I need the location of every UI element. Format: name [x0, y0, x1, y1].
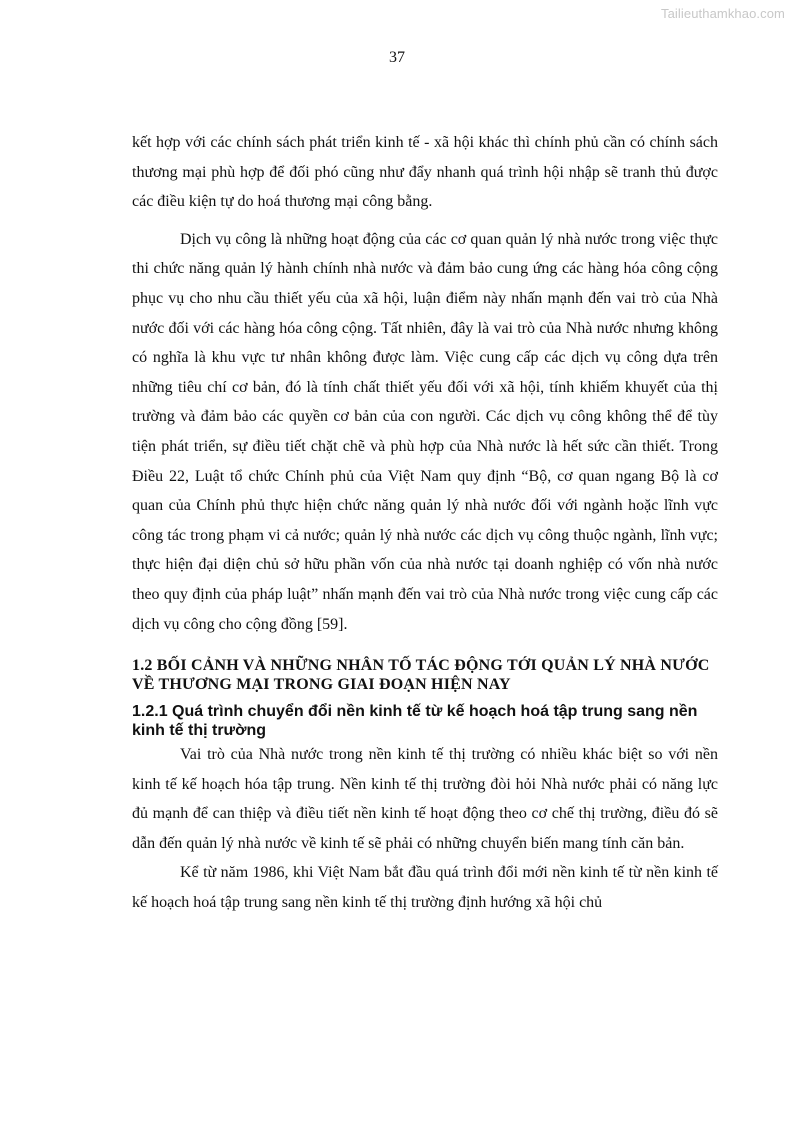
subsection-heading: 1.2.1 Quá trình chuyển đổi nền kinh tế từ kế hoạch hoá tập trung sang nền kinh tế thị trường: [132, 703, 698, 740]
page-number: 37: [389, 49, 405, 66]
paragraph-continuation: kết hợp với các chính sách phát triển kinh tế - xã hội khác thì chính phủ cần có chính sách thương mại phù hợp để đối phó cũng như đẩy nhanh quá trình hội nhập sẽ tranh thủ được các điều kiện tự do hoá thương mại công bằng.: [132, 134, 718, 211]
paragraph-state-role: Vai trò của Nhà nước trong nền kinh tế thị trường có nhiều khác biệt so với nền kinh tế kế hoạch hóa tập trung. Nền kinh tế thị trường đòi hỏi Nhà nước phải có năng lực đủ mạnh để can thiệp và điều tiết nền kinh tế hoạt động theo cơ chế thị trường, điều đó sẽ dẫn đến quản lý nhà nước về kinh tế sẽ phải có những chuyển biến mang tính căn bản.: [132, 746, 718, 852]
document-body: [132, 128, 718, 918]
paragraph-public-services: Dịch vụ công là những hoạt động của các cơ quan quản lý nhà nước trong việc thực thi chức năng quản lý hành chính nhà nước và đảm bảo cung ứng các hàng hóa công cộng phục vụ cho nhu cầu thiết yếu của xã hội, luận điểm này nhấn mạnh đến vai trò của Nhà nước đối với các hàng hóa công cộng. Tất nhiên, đây là vai trò của Nhà nước nhưng không có nghĩa là khu vực tư nhân không được làm. Việc cung cấp các dịch vụ công dựa trên những tiêu chí cơ bản, đó là tính chất thiết yếu đối với xã hội, tính khiếm khuyết của thị trường và đảm bảo các quyền cơ bản của con người. Các dịch vụ công không thể để tùy tiện phát triển, sự điều tiết chặt chẽ và phù hợp của Nhà nước là hết sức cần thiết. Trong Điều 22, Luật tổ chức Chính phủ của Việt Nam quy định “Bộ, cơ quan ngang Bộ là cơ quan của Chính phủ thực hiện chức năng quản lý nhà nước đối với ngành hoặc lĩnh vực công tác trong phạm vi cả nước; quản lý nhà nước các dịch vụ công thuộc ngành, lĩnh vực; thực hiện đại diện chủ sở hữu phần vốn của nhà nước tại doanh nghiệp có vốn nhà nước theo quy định của pháp luật” nhấn mạnh đến vai trò của Nhà nước trong việc cung cấp các dịch vụ công cho cộng đồng [59].: [132, 230, 718, 633]
paragraph-since-1986: Kể từ năm 1986, khi Việt Nam bắt đầu quá trình đổi mới nền kinh tế từ nền kinh tế kế hoạch hoá tập trung sang nền kinh tế thị trường định hướng xã hội chủ: [132, 864, 718, 912]
watermark-text: Tailieuthamkhao.com: [660, 6, 785, 21]
section-heading: 1.2 BỐI CẢNH VÀ NHỮNG NHÂN TỐ TÁC ĐỘNG TỚI QUẢN LÝ NHÀ NƯỚC VỀ THƯƠNG MẠI TRONG GIAI ĐOẠN HIỆN NAY: [132, 657, 710, 694]
